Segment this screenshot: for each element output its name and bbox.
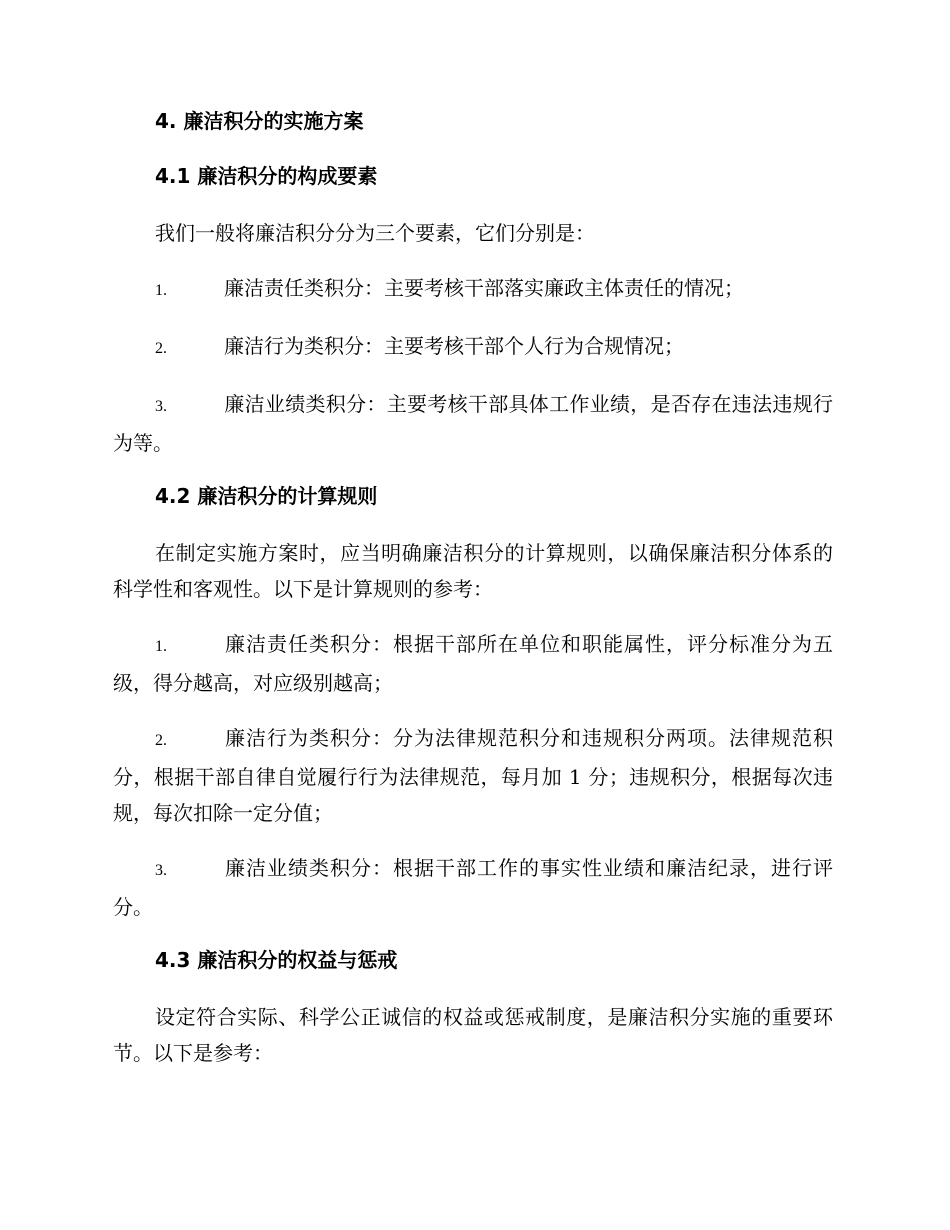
list-item-text: 廉洁责任类积分：主要考核干部落实廉政主体责任的情况；	[224, 276, 744, 300]
list-item	[113, 270, 833, 309]
paragraph-intro-4-3: 设定符合实际、科学公正诚信的权益或惩戒制度，是廉洁积分实施的重要环节。以下是参考：	[113, 1005, 833, 1065]
list-item-text: 廉洁行为类积分：主要考核干部个人行为合规情况；	[224, 334, 684, 358]
list-number: 3.	[155, 862, 167, 879]
subsection-heading-4-3: 4.3 廉洁积分的权益与惩戒	[155, 948, 398, 972]
list-item	[113, 850, 833, 925]
list-item	[113, 386, 833, 461]
subsection-heading-4-1: 4.1 廉洁积分的构成要素	[155, 164, 378, 188]
subsection-heading-4-2: 4.2 廉洁积分的计算规则	[155, 484, 378, 508]
document-body	[113, 105, 833, 1090]
list-item-text: 廉洁责任类积分：根据干部所在单位和职能属性，评分标准分为五级，得分越高，对应级别越高；	[113, 632, 833, 695]
list-item-text: 廉洁业绩类积分：根据干部工作的事实性业绩和廉洁纪录，进行评分。	[113, 856, 833, 919]
list-number: 3.	[155, 398, 167, 415]
list-item	[113, 328, 833, 367]
list-number: 2.	[155, 340, 167, 357]
section-heading: 4. 廉洁积分的实施方案	[155, 109, 364, 133]
list-item	[113, 626, 833, 701]
paragraph-intro-4-2: 在制定实施方案时，应当明确廉洁积分的计算规则，以确保廉洁积分体系的科学性和客观性。以下是计算规则的参考：	[113, 541, 833, 601]
list-item	[113, 720, 833, 831]
list-item-text: 廉洁业绩类积分：主要考核干部具体工作业绩，是否存在违法违规行为等。	[113, 392, 833, 455]
list-number: 2.	[155, 732, 167, 749]
list-number: 1.	[155, 282, 167, 299]
list-item-text: 廉洁行为类积分：分为法律规范积分和违规积分两项。法律规范积分，根据干部自律自觉履行行为法律规范，每月加 1 分；违规积分，根据每次违规，每次扣除一定分值；	[113, 726, 833, 825]
list-number: 1.	[155, 638, 167, 655]
paragraph-intro-4-1: 我们一般将廉洁积分分为三个要素，它们分别是：	[155, 221, 595, 245]
